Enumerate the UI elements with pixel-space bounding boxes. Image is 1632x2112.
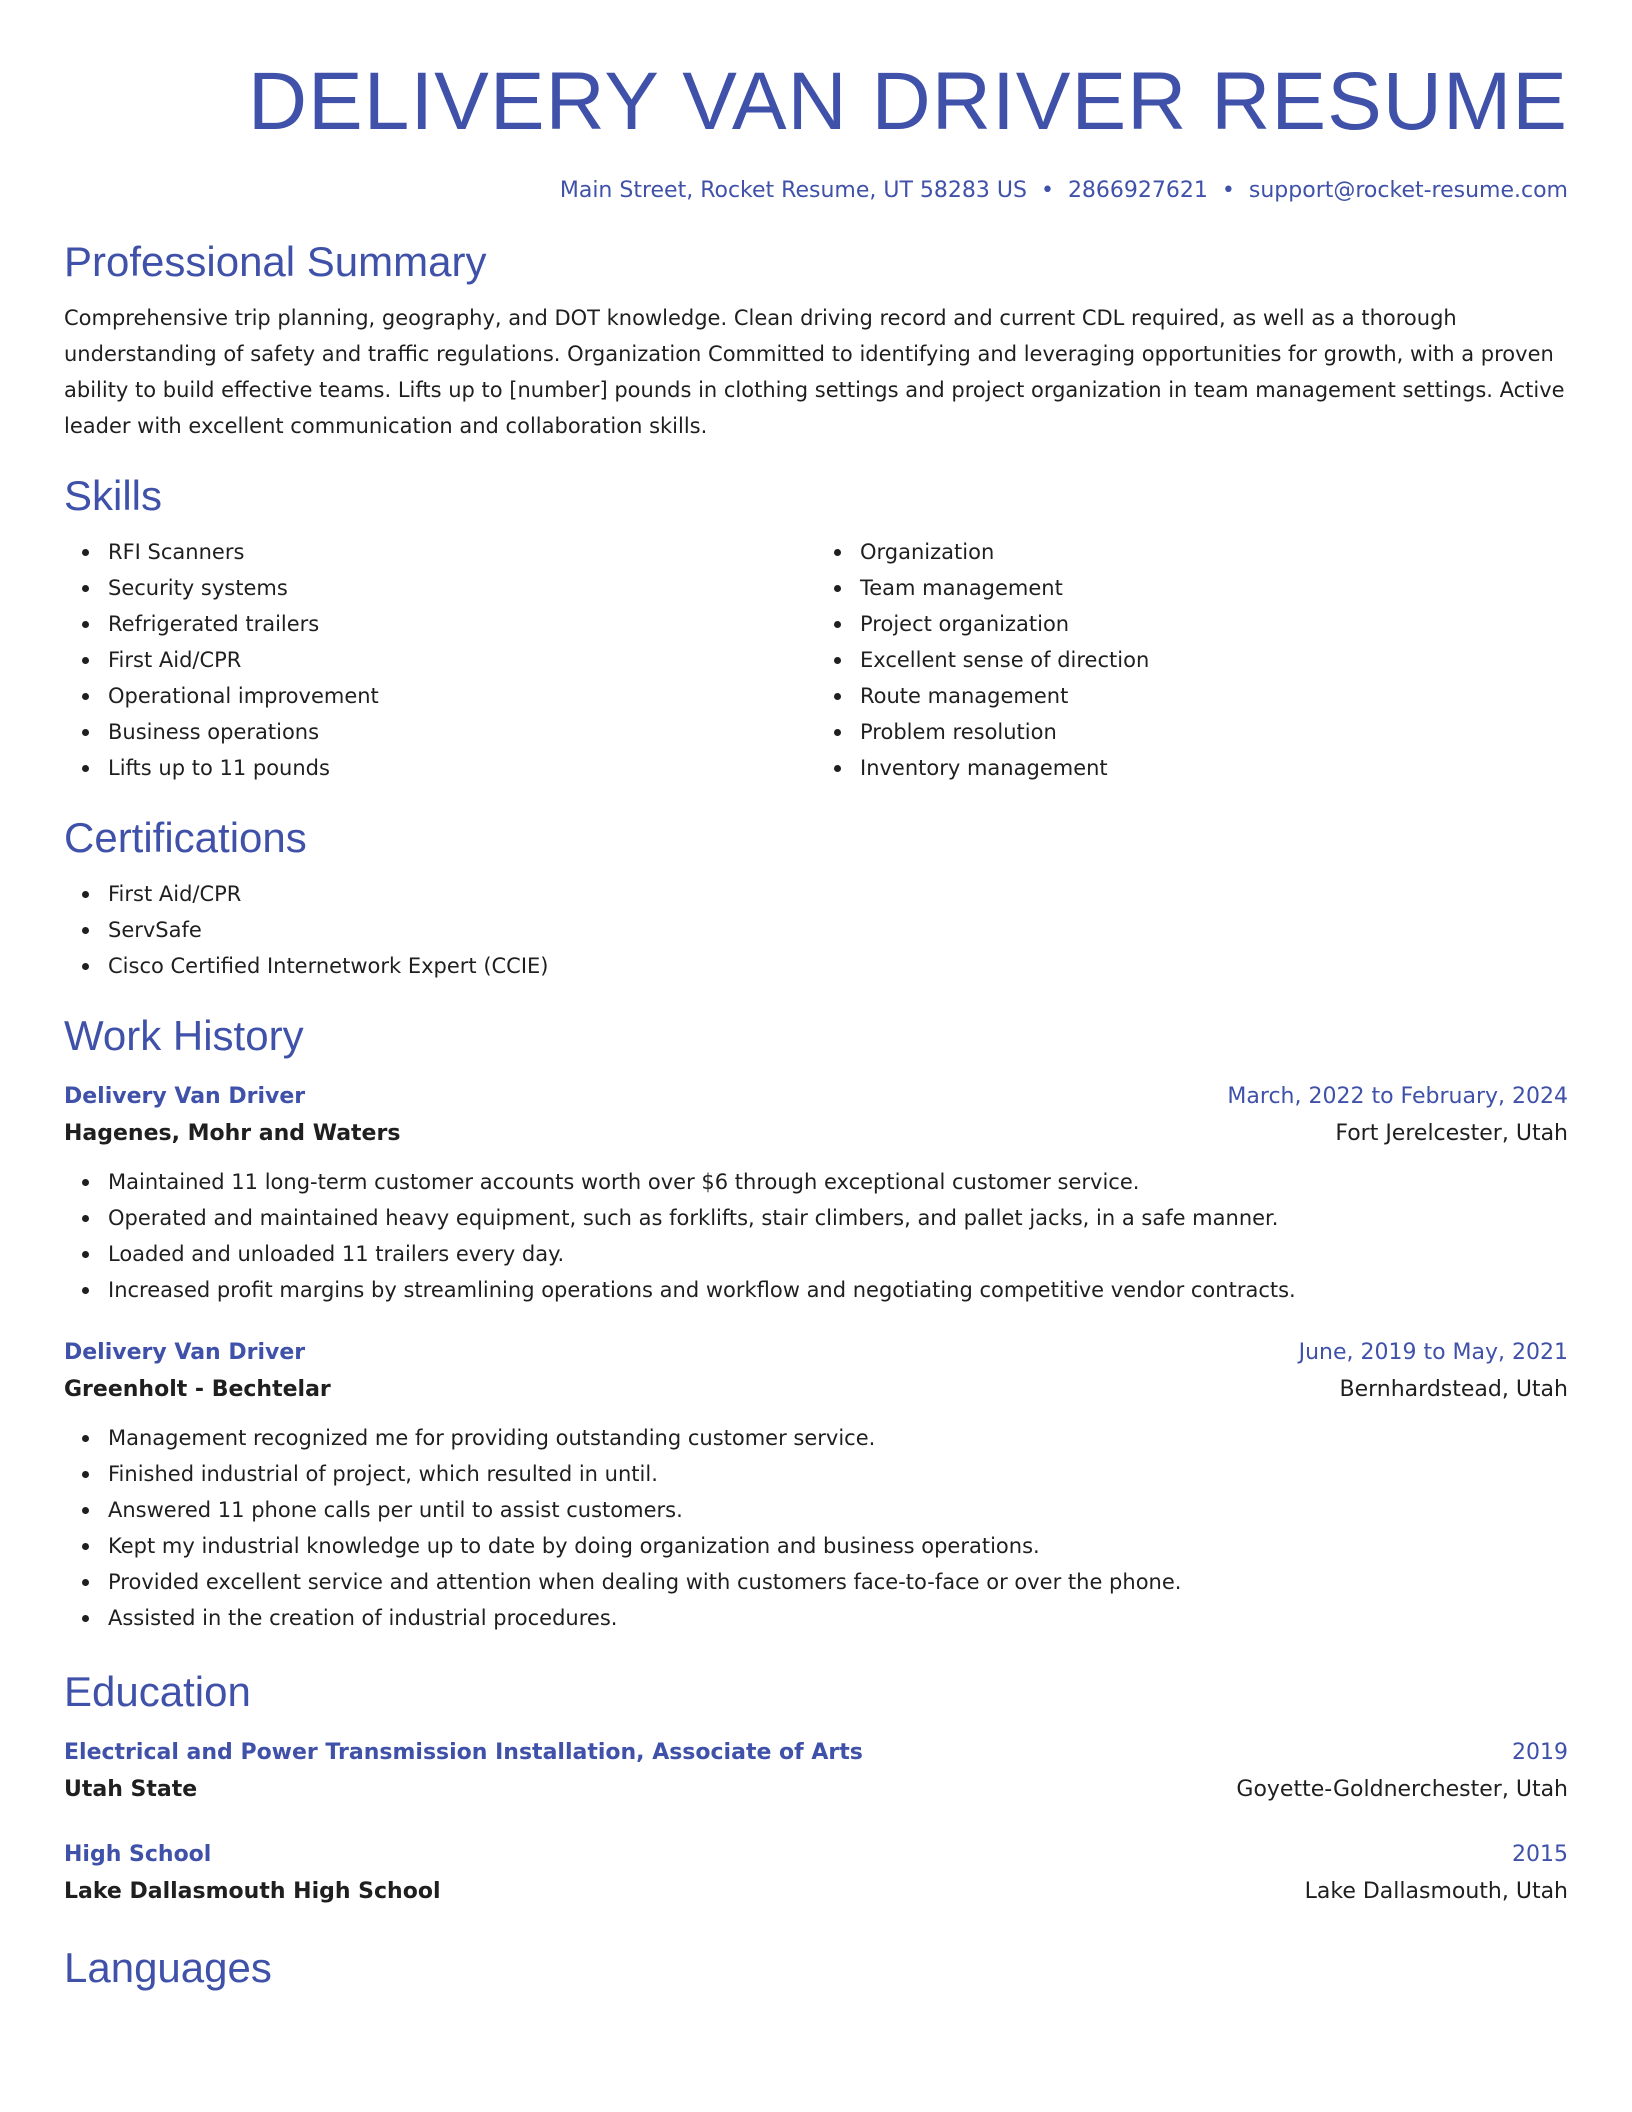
list-item: Assisted in the creation of industrial procedures.	[108, 1600, 1568, 1636]
job-title: Delivery Van Driver	[64, 1084, 306, 1109]
list-item: Maintained 11 long-term customer accounts worth over $6 through exceptional customer service.	[108, 1164, 1568, 1200]
section-professional-summary	[64, 236, 1568, 444]
job-bullets	[64, 1164, 1568, 1308]
graduation-year: 2015	[1512, 1842, 1568, 1867]
skills-columns	[64, 522, 1568, 786]
school-location: Goyette-Goldnerchester, Utah	[1236, 1777, 1568, 1802]
school-name: Lake Dallasmouth High School	[64, 1879, 441, 1904]
degree-name: High School	[64, 1842, 212, 1867]
section-heading: Skills	[64, 472, 163, 519]
section-skills	[64, 470, 1568, 786]
job-location: Bernhardstead, Utah	[1339, 1377, 1568, 1402]
education-entry-subheader	[64, 1770, 1568, 1810]
list-item: Cisco Certified Internetwork Expert (CCIE)	[108, 948, 1568, 984]
list-item: Team management	[860, 570, 1568, 606]
list-item: Problem resolution	[860, 714, 1568, 750]
skills-list-right	[816, 534, 1568, 786]
section-languages	[64, 1942, 1568, 1994]
skills-list-left	[64, 534, 816, 786]
work-entry-header	[64, 1336, 1568, 1370]
list-item: Security systems	[108, 570, 816, 606]
list-item: Management recognized me for providing outstanding customer service.	[108, 1420, 1568, 1456]
contact-phone[interactable]: 2866927621	[1067, 178, 1208, 203]
graduation-year: 2019	[1512, 1740, 1568, 1765]
work-entry-subheader	[64, 1114, 1568, 1154]
list-item: First Aid/CPR	[108, 642, 816, 678]
contact-separator: •	[1040, 178, 1054, 203]
job-dates: March, 2022 to February, 2024	[1227, 1084, 1568, 1109]
employer-name: Hagenes, Mohr and Waters	[64, 1121, 401, 1146]
list-item: Organization	[860, 534, 1568, 570]
section-heading: Work History	[64, 1012, 304, 1059]
list-item: Operated and maintained heavy equipment, such as forklifts, stair climbers, and pallet jacks, in a safe manner.	[108, 1200, 1568, 1236]
list-item: Lifts up to 11 pounds	[108, 750, 816, 786]
list-item: Increased profit margins by streamlining operations and workflow and negotiating competitive vendor contracts.	[108, 1272, 1568, 1308]
education-entry-header	[64, 1736, 1568, 1770]
education-entry	[64, 1838, 1568, 1912]
list-item: Kept my industrial knowledge up to date by doing organization and business operations.	[108, 1528, 1568, 1564]
work-entry	[64, 1080, 1568, 1308]
work-entry-subheader	[64, 1370, 1568, 1410]
education-entry-subheader	[64, 1872, 1568, 1912]
list-item: Inventory management	[860, 750, 1568, 786]
section-work-history	[64, 1010, 1568, 1636]
list-item: Loaded and unloaded 11 trailers every day.	[108, 1236, 1568, 1272]
education-entry-header	[64, 1838, 1568, 1872]
summary-text: Comprehensive trip planning, geography, and DOT knowledge. Clean driving record and current CDL required, as well as a thorough understanding of safety and traffic regulations. Organization Committed to identifying and leveraging opportunities for growth, with a proven ability to build effective teams. Lifts up to [number] pounds in clothing settings and project organization in team management settings. Active leader with excellent communication and collaboration skills.	[64, 306, 1565, 438]
list-item: Refrigerated trailers	[108, 606, 816, 642]
section-heading: Education	[64, 1668, 251, 1715]
certifications-list	[64, 876, 1568, 984]
list-item: First Aid/CPR	[108, 876, 1568, 912]
degree-name: Electrical and Power Transmission Installation, Associate of Arts	[64, 1740, 863, 1765]
list-item: Answered 11 phone calls per until to assist customers.	[108, 1492, 1568, 1528]
list-item: Provided excellent service and attention when dealing with customers face-to-face or over the phone.	[108, 1564, 1568, 1600]
work-entry	[64, 1336, 1568, 1636]
job-title: Delivery Van Driver	[64, 1340, 306, 1365]
contact-line	[64, 176, 1568, 206]
section-certifications	[64, 812, 1568, 984]
contact-separator: •	[1221, 178, 1235, 203]
employer-name: Greenholt - Bechtelar	[64, 1377, 331, 1402]
section-heading: Professional Summary	[64, 238, 487, 285]
work-entry-header	[64, 1080, 1568, 1114]
list-item: Operational improvement	[108, 678, 816, 714]
school-location: Lake Dallasmouth, Utah	[1304, 1879, 1568, 1904]
list-item: Project organization	[860, 606, 1568, 642]
list-item: ServSafe	[108, 912, 1568, 948]
contact-email[interactable]: support@rocket-resume.com	[1248, 178, 1568, 203]
job-bullets	[64, 1420, 1568, 1636]
list-item: Excellent sense of direction	[860, 642, 1568, 678]
list-item: RFI Scanners	[108, 534, 816, 570]
contact-address: Main Street, Rocket Resume, UT 58283 US	[559, 178, 1027, 203]
section-heading: Certifications	[64, 814, 307, 861]
resume-title: DELIVERY VAN DRIVER RESUME	[247, 56, 1568, 147]
job-dates: June, 2019 to May, 2021	[1298, 1340, 1568, 1365]
school-name: Utah State	[64, 1777, 198, 1802]
section-education	[64, 1666, 1568, 1912]
list-item: Finished industrial of project, which resulted in until.	[108, 1456, 1568, 1492]
job-location: Fort Jerelcester, Utah	[1335, 1121, 1568, 1146]
list-item: Route management	[860, 678, 1568, 714]
education-entry	[64, 1736, 1568, 1810]
section-heading: Languages	[64, 1944, 272, 1991]
list-item: Business operations	[108, 714, 816, 750]
